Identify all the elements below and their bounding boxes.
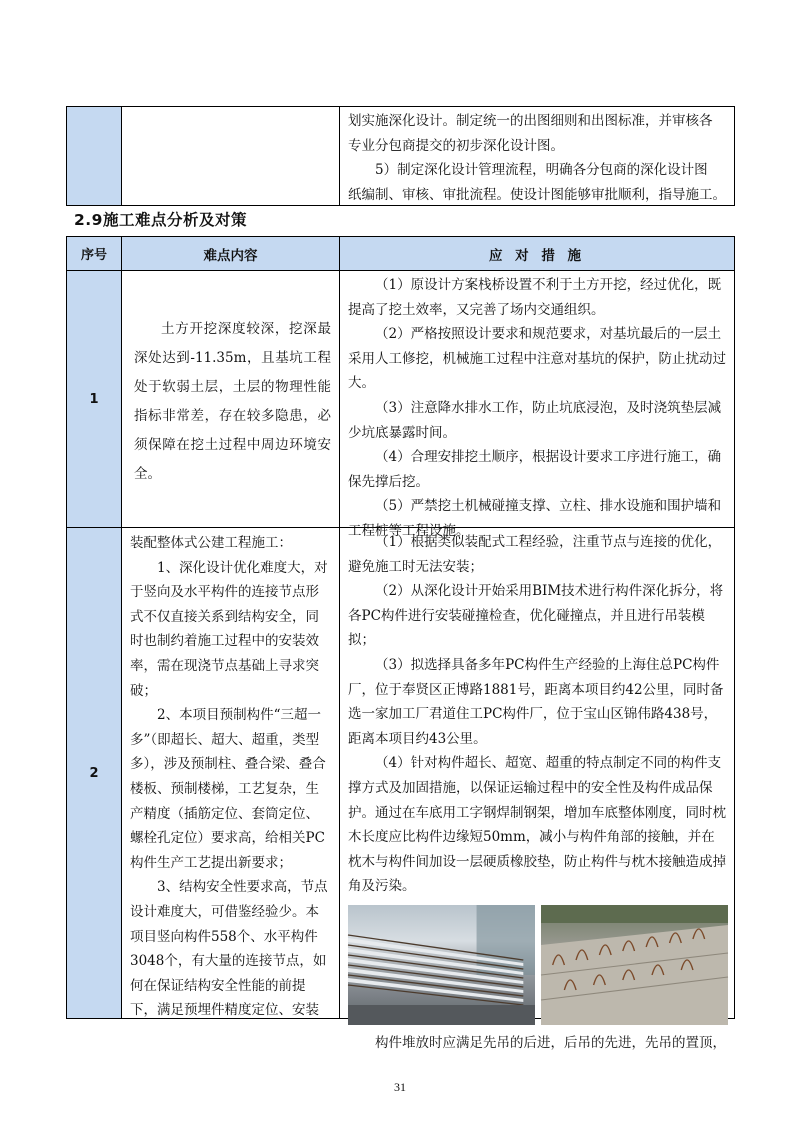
photo-row [348, 905, 728, 1025]
measure-item: （1）原设计方案栈桥设置不利于土方开挖，经过优化，既提高了挖土效率，又完善了场内交通组织。 [348, 277, 722, 318]
measure-item: （3）注意降水排水工作，防止坑底浸泡，及时浇筑垫层减少坑底暴露时间。 [348, 399, 722, 441]
continued-line: 专业分包商提交的初步深化设计图。 [348, 137, 564, 154]
continued-line: 划实施深化设计。制定统一的出图细则和出图标准，并审核各 [348, 113, 713, 129]
measure-item: （2）严格按照设计要求和规范要求，对基坑最后的一层土采用人工修挖，机械施工过程中注意对基坑的保护，防止扰动过大。 [348, 326, 726, 392]
row-number: 2 [67, 528, 122, 1018]
continued-measures-cell [340, 107, 734, 205]
continued-difficulty-cell [122, 107, 340, 205]
page-number: 31 [394, 1080, 406, 1094]
header-measures: 应 对 措 施 [340, 237, 734, 270]
section-title: 2.9施工难点分析及对策 [74, 211, 247, 229]
measure-item: （1）根据类似装配式工程经验，注重节点与连接的优化，避免施工时无法安装； [348, 534, 722, 575]
row-number: 1 [67, 271, 122, 527]
difficulty-paragraph: 2、本项目预制构件“三超一多”（即超长、超大、超重，类型多），涉及预制柱、叠合梁、叠合楼板、预制楼梯，工艺复杂，生产精度（插筋定位、套筒定位、螺栓孔定位）要求高，给相关PC构件生产工艺提出新要求； [130, 707, 326, 871]
measure-item: （4）合理安排挖土顺序，根据设计要求工序进行施工，确保先撑后挖。 [348, 449, 722, 490]
continued-num-cell [67, 107, 122, 205]
difficulty-table [66, 236, 735, 1051]
continued-line: 纸编制、审核、审批流程。使设计图能够审批顺利，指导施工。 [348, 186, 726, 203]
difficulty-paragraph: 3、结构安全性要求高，节点设计难度大，可借鉴经验少。本项目竖向构件558个、水平构件3048个，有大量的连接节点，如何在保证结构安全性能的前提下，满足预埋件精度定位、安装 [130, 879, 328, 1019]
measures-cell [340, 528, 734, 1051]
continued-line: 5）制定深化设计管理流程，明确各分包商的深化设计图 [375, 162, 708, 178]
table-header-row [67, 237, 734, 271]
difficulty-paragraph: 土方开挖深度较深，挖深最深处达到-11.35m，且基坑工程处于软弱土层，土层的物理性能指标非常差，存在较多隐患，必须保障在挖土过程中周边环境安全。 [134, 321, 331, 482]
table-row [67, 528, 734, 1051]
precast-rebar-components-photo [541, 905, 728, 1025]
measures-cell [340, 271, 734, 539]
measure-item: （5）严禁挖土机械碰撞支撑、立柱、排水设施和围护墙和工程桩等工程设施。 [348, 498, 722, 539]
measure-item: （2）从深化设计开始采用BIM技术进行构件深化拆分，将各PC构件进行安装碰撞检查，优化碰撞点，并且进行吊装模拟； [348, 583, 724, 649]
difficulty-paragraph: 装配整体式公建工程施工： [130, 535, 292, 551]
header-num: 序号 [67, 237, 122, 270]
continued-table [66, 106, 735, 206]
table-row [67, 271, 734, 539]
measure-item: （4）针对构件超长、超宽、超重的特点制定不同的构件支撑方式及加固措施，以保证运输过程中的安全性及构件成品保护。通过在车底用工字钢焊制钢架，增加车底整体刚度，同时枕木长度应比构件边缘短50mm，减小与构件角部的接触，并在枕木与构件间加设一层硬质橡胶垫，防止构件与枕木接触造成掉角及污染。 [348, 755, 726, 895]
measure-item: （3）拟选择具备多年PC构件生产经验的上海住总PC构件厂，位于奉贤区正博路1881号，距离本项目约42公里，同时备选一家加工厂君道住工PC构件厂，位于宝山区锦伟路438号，距离本项目约43公里。 [348, 656, 724, 747]
header-difficulty: 难点内容 [122, 237, 340, 270]
difficulty-text [122, 271, 340, 527]
difficulty-text [122, 528, 340, 1018]
measure-item: 构件堆放时应满足先吊的后进，后吊的先进，先吊的置顶， [375, 1034, 726, 1051]
difficulty-paragraph: 1、深化设计优化难度大，对于竖向及水平构件的连接节点形式不仅直接关系到结构安全，同时也制约着施工过程中的安装效率，需在现浇节点基础上寻求突破； [130, 559, 328, 699]
precast-slab-stack-photo [348, 905, 535, 1025]
